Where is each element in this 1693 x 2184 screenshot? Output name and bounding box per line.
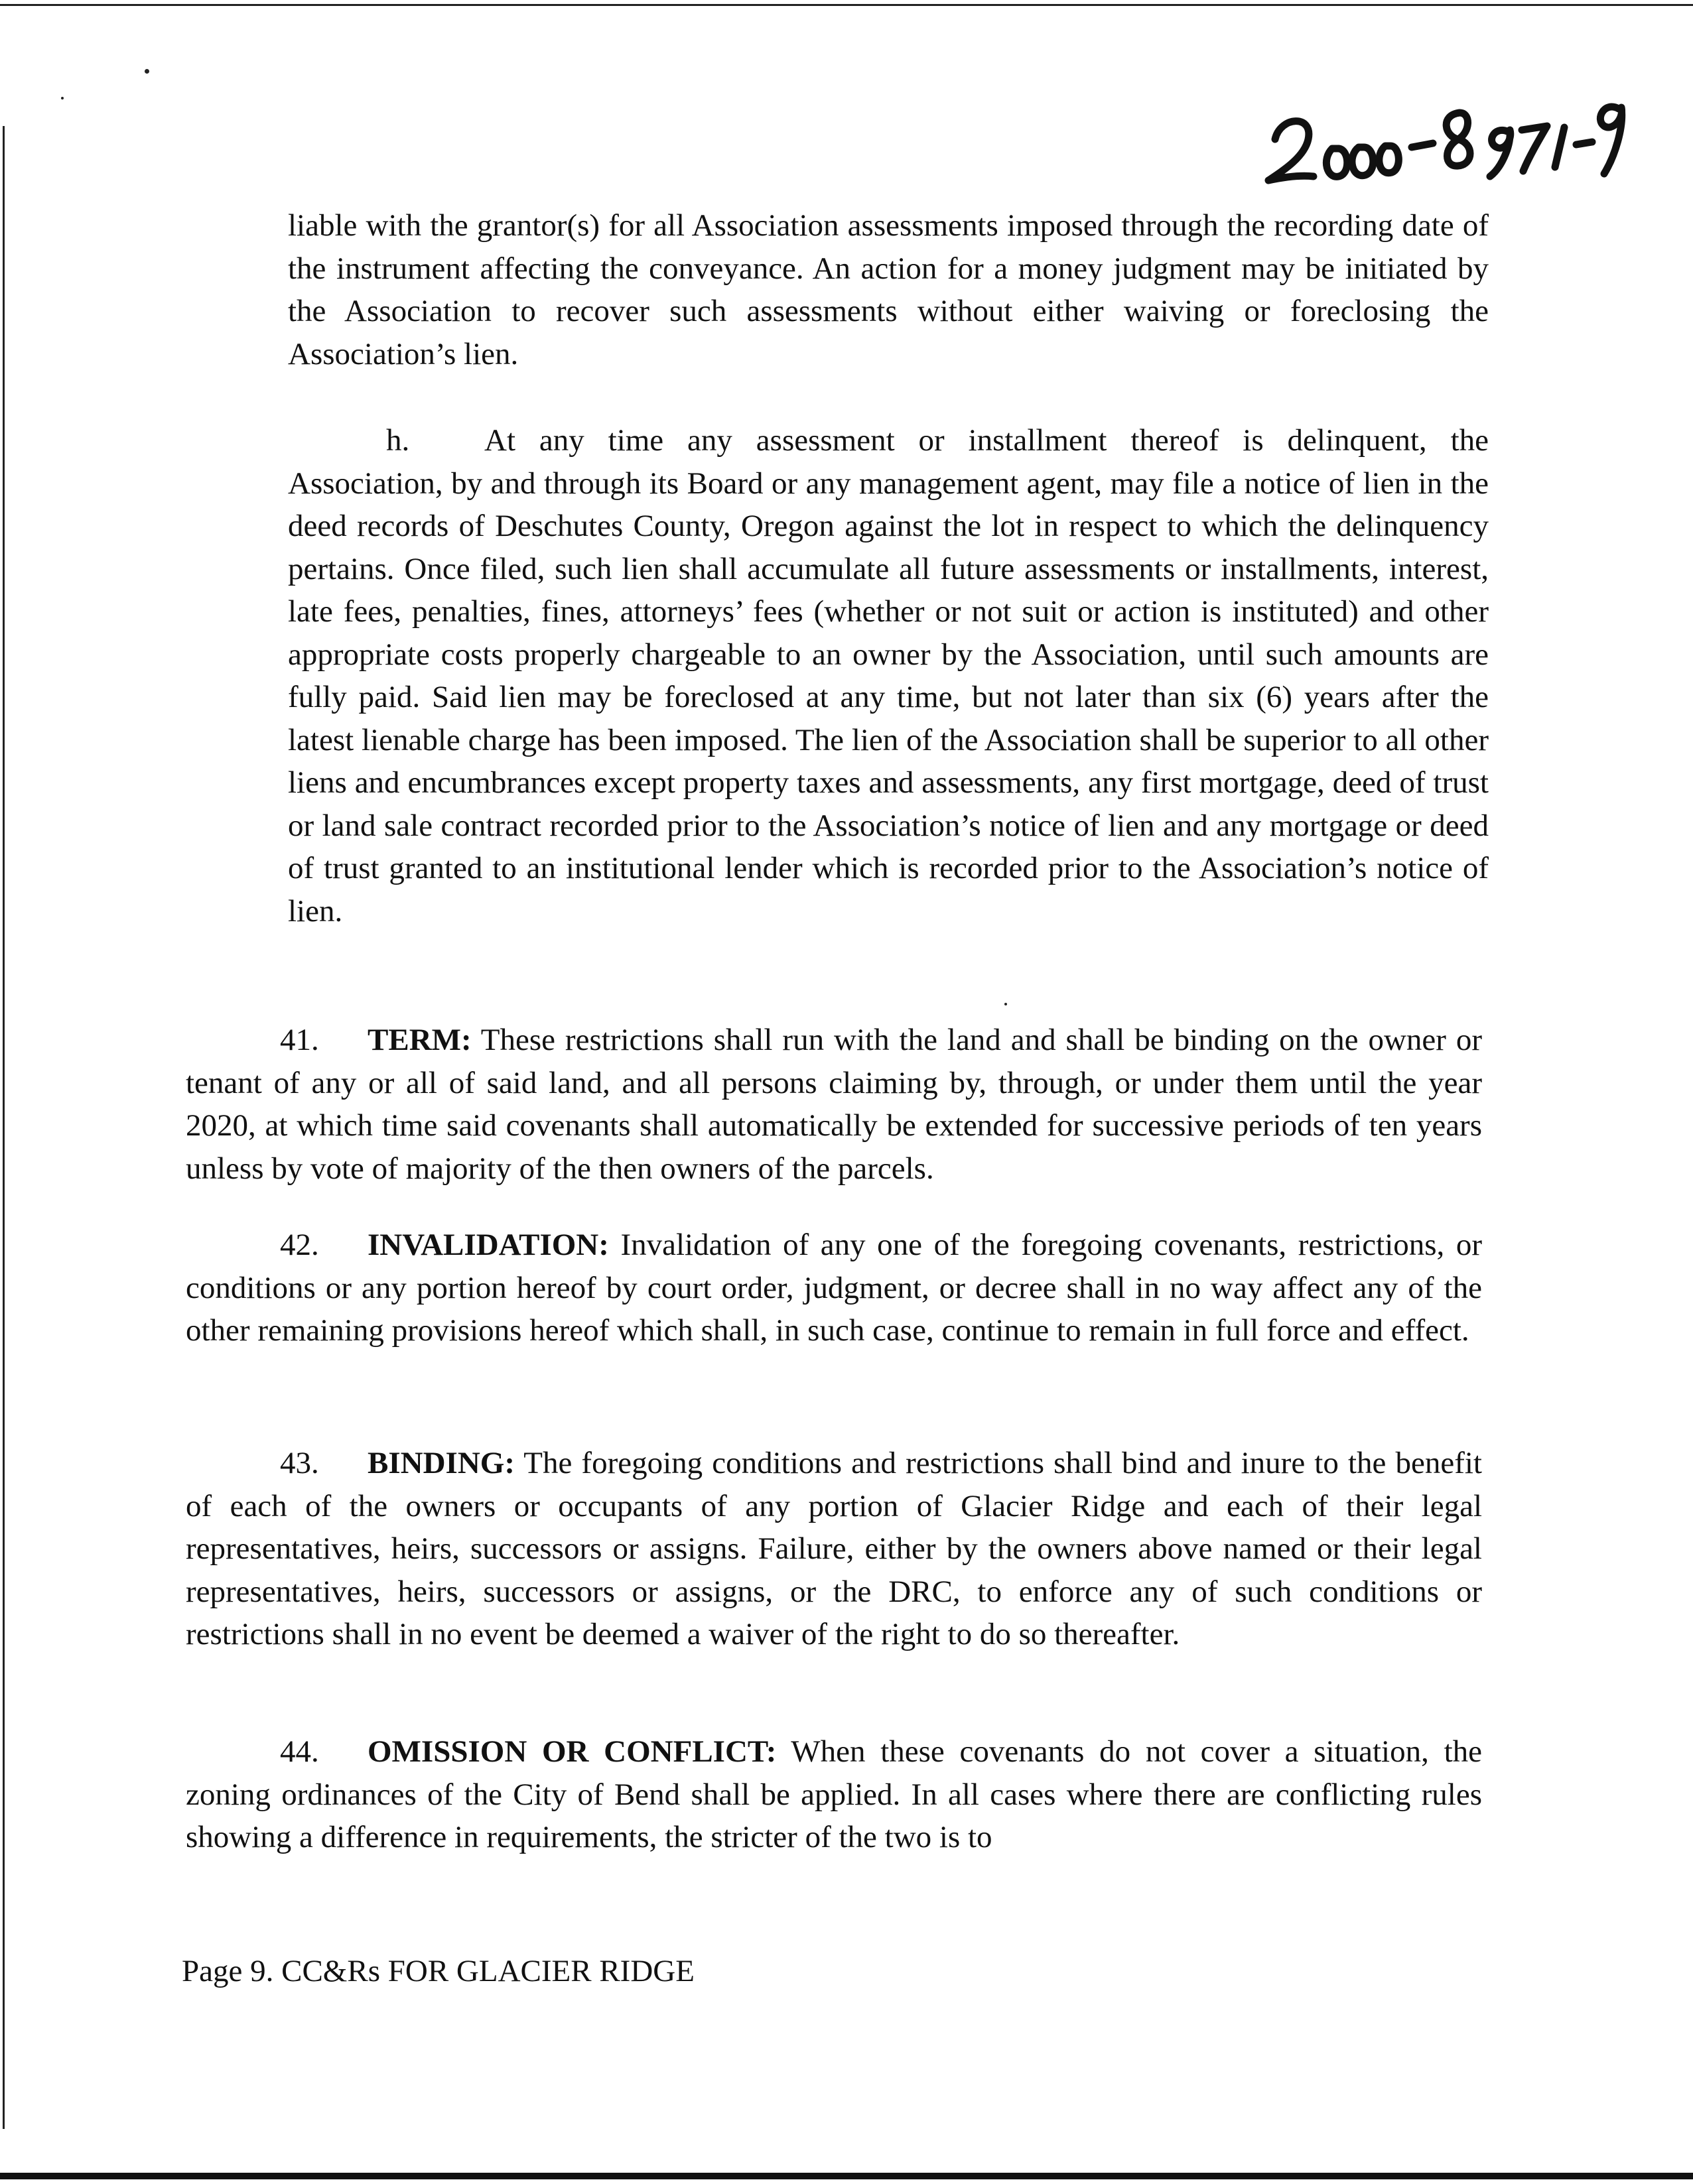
continuation-paragraph: liable with the grantor(s) for all Association assessments imposed through the recording date of the instrument affecting the conveyance. An action for a money judgment may be initiated by the Association to recover such assessments without either waiving or foreclosing the Association’s lien. xyxy=(288,208,1489,371)
scan-top-edge xyxy=(0,4,1693,6)
section-number: 44. xyxy=(280,1734,319,1769)
section-text: The foregoing conditions and restrictions shall bind and inure to the benefit of each of the owners or occupants of any portion of Glacier Ridge and each of their legal representatives, heirs, successors or assigns. Failure, either by the owners above named or their legal representatives, heirs, successors or assigns, or the DRC, to enforce any of such conditions or restrictions shall in no event be deemed a waiver of the right to do so thereafter. xyxy=(186,1446,1482,1651)
subsection-text: At any time any assessment or installment thereof is delinquent, the Association, by and through its Board or any management agent, may file a notice of lien in the deed records of Deschutes County, Oregon against the lot in respect to which the delinquency pertains. Once filed, such lien shall accumulate all future assessments or installments, interest, late fees, penalties, fines, attorneys’ fees (whether or not suit or action is instituted) and other appropriate costs properly chargeable to an owner by the Association, until such amounts are fully paid. Said lien may be foreclosed at any time, but not later than six (6) years after the latest lienable charge has been imposed. The lien of the Association shall be superior to all other liens and encumbrances except property taxes and assessments, any first mortgage, deed of trust or land sale contract recorded prior to the Association’s notice of lien and any mortgage or deed of trust granted to an institutional lender which is recorded prior to the Association’s notice of lien. xyxy=(288,423,1489,929)
section-heading: BINDING: xyxy=(368,1446,515,1480)
scan-speck xyxy=(61,97,64,99)
section-number: 41. xyxy=(280,1023,319,1057)
subsection-h-paragraph xyxy=(288,419,1489,932)
section-43-binding xyxy=(186,1442,1482,1656)
section-text: These restrictions shall run with the land and shall be binding on the owner or tenant of any or all of said land, and all persons claiming by, through, or under them until the year 2020, at which time said covenants shall automatically be extended for successive periods of ten years unless by vote of majority of the then owners of the parcels. xyxy=(186,1023,1482,1186)
scan-bottom-edge xyxy=(0,2173,1693,2179)
section-text: Invalidation of any one of the foregoing covenants, restrictions, or conditions or any portion hereof by court order, judgment, or decree shall in no way affect any of the other remaining provisions hereof which shall, in such case, continue to remain in full force and effect. xyxy=(186,1228,1482,1348)
section-heading: INVALIDATION: xyxy=(368,1228,609,1262)
handwritten-recording-number xyxy=(1260,93,1632,192)
page-footer: Page 9. CC&Rs FOR GLACIER RIDGE xyxy=(182,1954,695,1988)
section-number: 43. xyxy=(280,1446,319,1480)
subsection-label: h. xyxy=(386,423,410,458)
scan-speck xyxy=(1004,1003,1007,1005)
section-text: When these covenants do not cover a situation, the zoning ordinances of the City of Bend shall be applied. In all cases where there are conflicting rules showing a difference in requirements, the stricter of the two is to xyxy=(186,1734,1482,1854)
scan-speck xyxy=(145,69,149,74)
section-heading: OMISSION OR CONFLICT: xyxy=(368,1734,777,1769)
section-number: 42. xyxy=(280,1228,319,1262)
section-heading: TERM: xyxy=(368,1023,472,1057)
scan-left-edge xyxy=(3,126,5,2129)
section-41-term xyxy=(186,1019,1482,1190)
section-42-invalidation xyxy=(186,1224,1482,1352)
section-44-omission-or-conflict xyxy=(186,1730,1482,1859)
